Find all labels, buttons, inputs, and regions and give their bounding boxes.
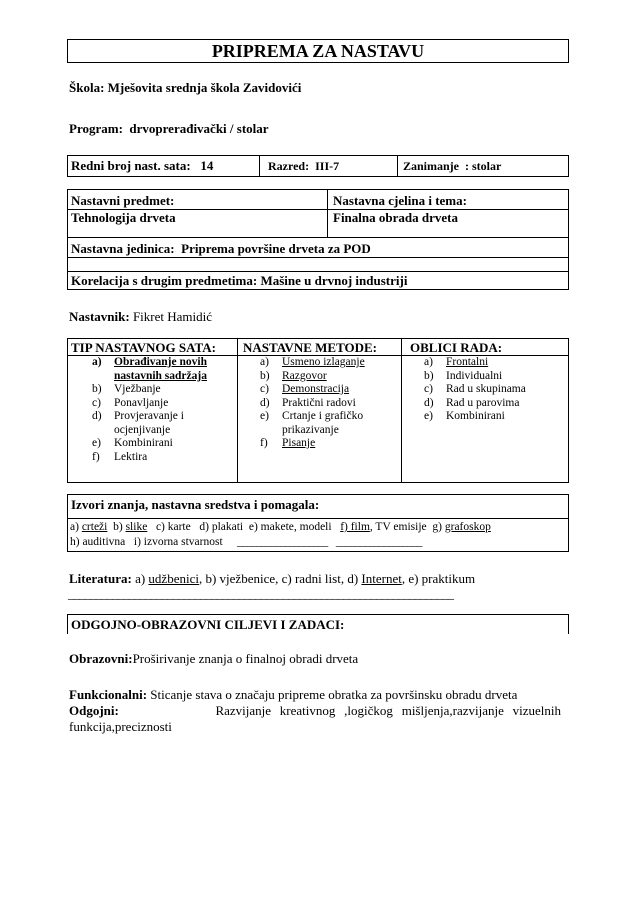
teacher-line [69, 309, 212, 325]
upbringing-label: Odgojni: [69, 703, 119, 718]
lesson-info-row [67, 155, 569, 177]
goals-box [67, 614, 569, 634]
methods-table [67, 338, 569, 483]
list-item: e) Kombinirani [92, 437, 173, 449]
occupation [403, 159, 501, 174]
educational-value: Proširivanje znanja o finalnoj obradi drveta [132, 651, 359, 666]
sources-table [67, 494, 569, 552]
literature-line: Literatura: a) udžbenici, b) vježbenice, c) radni list, d) Internet, e) praktikum [69, 571, 476, 586]
lesson-number-label: Redni broj nast. sata: [71, 158, 191, 173]
work-forms-header: OBLICI RADA: [410, 340, 503, 355]
teaching-methods-header: NASTAVNE METODE: [243, 340, 377, 355]
program-label: Program: [69, 121, 123, 136]
list-item: f) Pisanje [260, 437, 316, 449]
lesson-number [71, 158, 213, 174]
teacher-label: Nastavnik: [69, 309, 130, 324]
class-grade [268, 159, 339, 174]
correlation-value: Mašine u drvnoj industriji [260, 273, 408, 288]
unit-theme-label: Nastavna cjelina i tema: [333, 193, 467, 208]
sources-header: Izvori znanja, nastavna sredstva i pomagala: [71, 497, 320, 512]
sources-line-1: a) crteži b) slike c) karte d) plakati e) makete, modeli f) film, TV emisije g) grafoskop [70, 521, 491, 533]
literature-label: Literatura: [69, 571, 132, 586]
list-item: b) Razgovor [260, 369, 327, 382]
goals-header: ODGOJNO-OBRAZOVNI CILJEVI I ZADACI: [71, 617, 345, 632]
functional-goal [69, 687, 517, 703]
lesson-number-value: 14 [200, 158, 214, 173]
list-item: a) Obrađivanje novih nastavnih sadržaja [92, 356, 207, 382]
lesson-unit-value: Priprema površine drveta za POD [181, 241, 371, 256]
literature-blank-line: ______________________________________________________________________ [68, 586, 453, 601]
list-item: d) Praktični radovi [260, 396, 356, 409]
functional-value: Sticanje stava o značaju pripreme obratka za površinsku obradu drveta [150, 687, 518, 702]
list-item: b) Vježbanje [92, 383, 161, 395]
class-grade-value: III-7 [315, 159, 340, 173]
subject-label: Nastavni predmet: [71, 193, 175, 208]
list-item: c) Ponavljanje [92, 396, 169, 409]
lesson-type-header: TIP NASTAVNOG SATA: [71, 340, 216, 355]
upbringing-value: Razvijanje kreativnog ,logičkog mišljenja,razvijanje vizuelnih funkcija,preciznosti [69, 703, 562, 734]
sources-line-2: h) auditivna i) izvorna stvarnost ___________________ __________________ [70, 536, 422, 548]
list-item: c) Rad u skupinama [424, 383, 526, 395]
page-title: PRIPREMA ZA NASTAVU [211, 41, 425, 61]
upbringing-goal [69, 703, 561, 735]
list-item: b) Individualni [424, 369, 503, 382]
occupation-label: Zanimanje [403, 159, 460, 173]
school-line [69, 80, 301, 96]
lesson-unit-label: Nastavna jedinica: [71, 241, 175, 256]
list-item: f) Lektira [92, 450, 148, 463]
subject-value: Tehnologija drveta [71, 210, 176, 225]
correlation-label: Korelacija s drugim predmetima: [71, 273, 258, 288]
class-grade-label: Razred: [268, 159, 310, 173]
unit-theme-value: Finalna obrada drveta [333, 210, 458, 225]
work-forms-list [424, 356, 564, 424]
program-line [69, 121, 269, 137]
lesson-type-list [92, 356, 232, 464]
teaching-methods-list [260, 356, 390, 451]
occupation-value: : stolar [465, 159, 502, 173]
list-item: e) Kombinirani [424, 410, 505, 422]
educational-goal [69, 651, 358, 667]
teacher-value: Fikret Hamidić [132, 309, 213, 324]
list-item: d) Rad u parovima [424, 396, 520, 409]
school-value: Mješovita srednja škola Zavidovići [107, 80, 302, 95]
correlation [71, 273, 407, 289]
list-item: a) Frontalni [424, 356, 489, 368]
list-item: e) Crtanje i grafičko prikazivanje [260, 410, 364, 436]
school-label: Škola: [69, 80, 105, 95]
educational-label: Obrazovni: [69, 651, 133, 666]
list-item: a) Usmeno izlaganje [260, 356, 365, 368]
program-value: drvoprerađivački / stolar [129, 121, 269, 136]
subject-table [67, 189, 569, 290]
lesson-unit [71, 241, 371, 257]
list-item: d) Provjeravanje i ocjenjivanje [92, 410, 184, 436]
functional-label: Funkcionalni: [69, 687, 148, 702]
list-item: c) Demonstracija [260, 383, 350, 395]
title-box [67, 39, 569, 63]
